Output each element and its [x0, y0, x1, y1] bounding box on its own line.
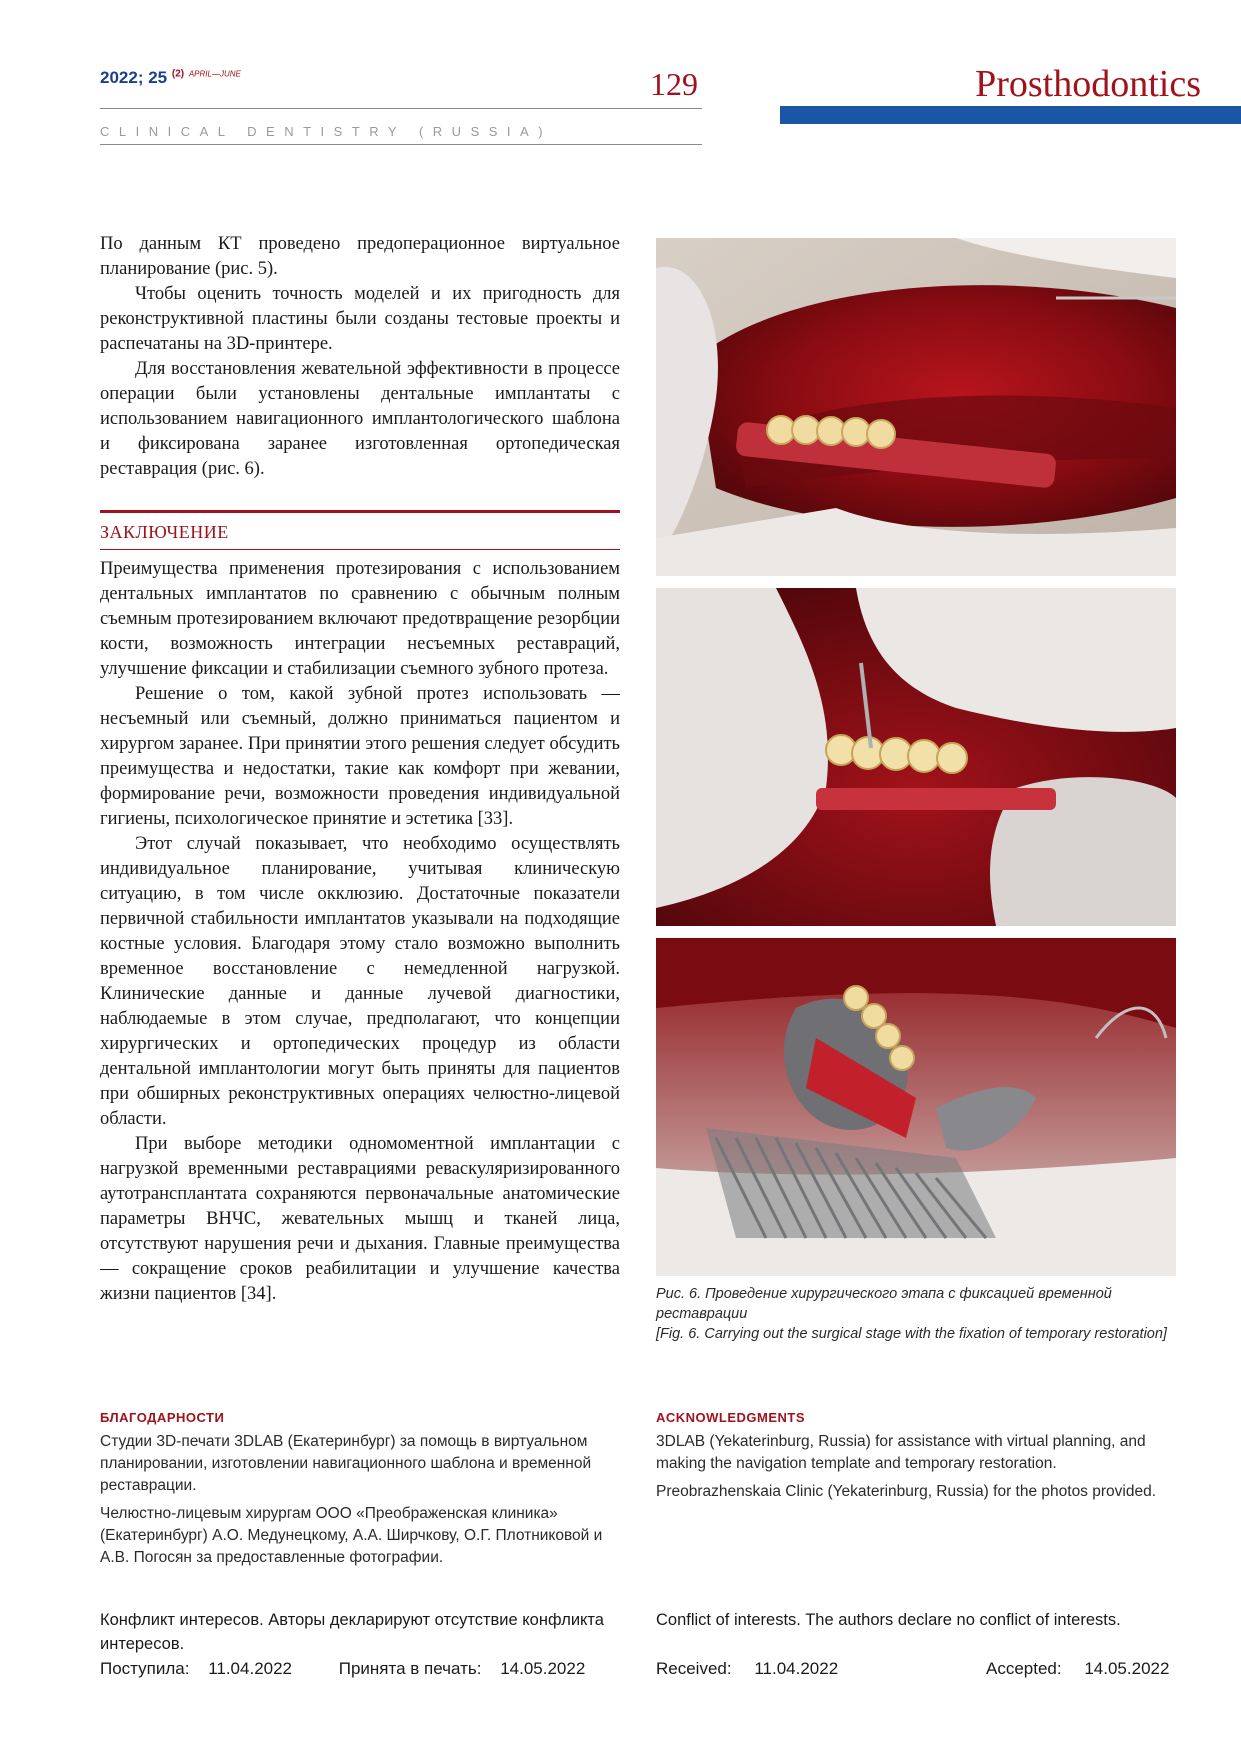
header-rule-bottom [100, 144, 702, 145]
conflict-en-label: Conflict of interests. [656, 1611, 801, 1629]
ack-ru-paragraph: Студии 3D-печати 3DLAB (Екатеринбург) за помощь в виртуальном планировании, изготовлении навигационного шаблона и временной реставрации. [100, 1433, 592, 1494]
ack-en-title: ACKNOWLEDGMENTS [656, 1410, 806, 1425]
received-ru-date: 11.04.2022 [208, 1659, 293, 1678]
conflict-en [656, 1608, 1196, 1632]
intro-paragraph: Для восстановления жевательной эффективности в процессе операции были установлены дентальные имплантаты с использованием навигационного имплантологического шаблона и фиксирована заранее изготовленная ортопедическая реставрация (рис. 6). [100, 359, 620, 479]
conclusion-paragraph: Преимущества применения протезирования с использованием дентальных имплантатов по сравнению с обычным полным съемным протезированием включают предотвращение резорбции кости, возможность интеграции несъемных реставраций, улучшение фиксации и стабилизации съемного зубного протеза. [100, 559, 620, 679]
ack-ru-title: БЛАГОДАРНОСТИ [100, 1410, 225, 1425]
issue-number: (2) [171, 68, 185, 80]
conclusion-text [100, 557, 620, 1307]
journal-name: CLINICAL DENTISTRY (RUSSIA) [100, 124, 553, 139]
heading-rule-top [100, 510, 620, 513]
acknowledgments-en [656, 1410, 1178, 1509]
heading-rule-bottom [100, 549, 620, 550]
section-title: Prosthodontics [975, 63, 1201, 105]
conflict-ru [100, 1608, 620, 1656]
conclusion-paragraph: При выборе методики одномоментной имплантации с нагрузкой временными реставрациями реваскуляризированного аутотрансплантата сохраняются первоначальные анатомические параметры ВНЧС, жевательных мышц и тканей лица, отсутствуют нарушения речи и дыхания. Главные преимущества — сокращение сроков реабилитации и улучшение качества жизни пациентов [34]. [100, 1134, 620, 1304]
surgical-photo-1 [656, 238, 1176, 576]
ack-en-paragraph: 3DLAB (Yekaterinburg, Russia) for assistance with virtual planning, and making the navigation template and temporary restoration. [656, 1433, 1146, 1472]
dates-en [656, 1659, 1176, 1679]
page-number: 129 [650, 66, 698, 102]
section-color-bar [780, 106, 1241, 124]
intro-text [100, 232, 620, 482]
acknowledgments-ru [100, 1410, 622, 1575]
conflict-en-text: The authors declare no conflict of interests. [805, 1611, 1121, 1629]
issue-months: APRIL—JUNE [188, 69, 241, 79]
accepted-ru-date: 14.05.2022 [500, 1659, 586, 1678]
issue-year-volume: 2022; 25 [100, 68, 168, 87]
issue-info [100, 68, 241, 88]
intro-paragraph: Чтобы оценить точность моделей и их пригодность для реконструктивной пластины были созданы тестовые проекты и распечатаны на 3D-принтере. [100, 284, 620, 354]
conclusion-paragraph: Этот случай показывает, что необходимо осуществлять индивидуальное планирование, учитывая клиническую ситуацию, в том числе окклюзию. Достаточные показатели первичной стабильности имплантатов указывали на подходящие костные условия. Благодаря этому стало возможно выполнить временное восстановление с немедленной нагрузкой. Клинические данные и данные лучевой диагностики, наблюдаемые в этом случае, предполагают, что концепции хирургических и ортопедических процедур из области дентальной имплантологии могут быть приняты для пациентов при обширных реконструктивных операциях челюстно-лицевой области. [100, 834, 620, 1129]
figure-caption [656, 1284, 1176, 1344]
conflict-ru-label: Конфликт интересов. [100, 1611, 264, 1629]
ack-en-paragraph: Preobrazhenskaia Clinic (Yekaterinburg, Russia) for the photos provided. [656, 1483, 1157, 1500]
header-rule-top [100, 108, 702, 109]
conclusion-paragraph: Решение о том, какой зубной протез использовать — несъемный или съемный, должно приниматься пациентом и хирургом заранее. При принятии этого решения следует обсудить преимущества и недостатки, такие как комфорт при жевании, формирование речи, возможности проведения индивидуальной гигиены, психологическое принятие и эстетика [33]. [100, 684, 620, 829]
surgical-photo-3 [656, 938, 1176, 1276]
accepted-en-label: Accepted: [986, 1659, 1062, 1678]
accepted-en-date: 14.05.2022 [1084, 1659, 1170, 1678]
conflict-ru-text: Авторы декларируют отсутствие конфликта интересов. [100, 1611, 604, 1653]
conclusion-heading [100, 510, 620, 550]
surgical-photo-2 [656, 588, 1176, 926]
dates-ru [100, 1659, 620, 1679]
caption-ru: Рис. 6. Проведение хирургического этапа с фиксацией временной реставрации [656, 1286, 1112, 1322]
ack-ru-paragraph: Челюстно-лицевым хирургам ООО «Преображенская клиника» (Екатеринбург) А.О. Медунецкому, А.А. Ширчкову, О.Г. Плотниковой и А.В. Погосян за предоставленные фотографии. [100, 1505, 603, 1566]
received-en-date: 11.04.2022 [754, 1659, 839, 1678]
intro-paragraph: По данным КТ проведено предоперационное виртуальное планирование (рис. 5). [100, 234, 620, 279]
received-ru-label: Поступила: [100, 1659, 190, 1678]
accepted-en-group [986, 1659, 1169, 1679]
caption-en: [Fig. 6. Carrying out the surgical stage with the fixation of temporary restoration] [656, 1326, 1167, 1342]
accepted-ru-label: Принята в печать: [338, 1659, 482, 1678]
received-en-label: Received: [656, 1659, 732, 1678]
conclusion-title: ЗАКЛЮЧЕНИЕ [100, 522, 229, 542]
